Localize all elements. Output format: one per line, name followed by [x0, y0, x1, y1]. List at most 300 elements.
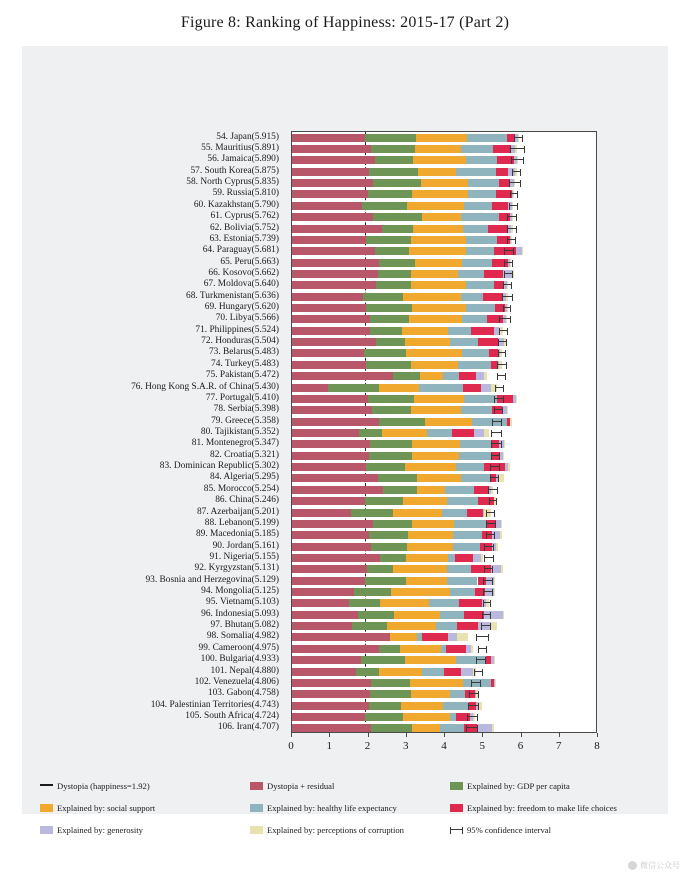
bar-row	[292, 452, 596, 460]
bar-segment	[461, 145, 494, 153]
confidence-interval	[514, 137, 523, 140]
bar-row	[292, 622, 596, 630]
bar-segment	[292, 463, 366, 471]
bar-segment	[403, 497, 447, 505]
bar-row	[292, 474, 596, 482]
bar-segment	[461, 474, 490, 482]
plot-area	[292, 132, 596, 732]
bar-segment	[405, 463, 456, 471]
confidence-interval	[476, 659, 486, 662]
bar-segment	[464, 395, 498, 403]
bar-segment	[466, 236, 497, 244]
country-label: 88. Lebanon(5.199)	[204, 517, 279, 528]
confidence-interval	[512, 171, 521, 174]
bar-row	[292, 281, 596, 289]
legend-swatch	[40, 826, 53, 834]
x-tick-label: 7	[556, 740, 562, 752]
bar-segment	[413, 156, 466, 164]
bar-segment	[413, 225, 463, 233]
bar-segment	[292, 554, 380, 562]
bar-segment	[292, 281, 376, 289]
bar-segment	[478, 338, 498, 346]
bar-segment	[369, 702, 400, 710]
country-label: 103. Gabon(4.758)	[207, 688, 279, 699]
confidence-interval	[469, 693, 480, 696]
bar-segment	[365, 577, 406, 585]
bar-segment	[409, 315, 461, 323]
bar-segment	[366, 361, 411, 369]
country-label: 83. Dominican Republic(5.302)	[159, 461, 279, 472]
bar-segment	[406, 554, 447, 562]
bar-segment	[378, 270, 412, 278]
bar-segment	[414, 395, 464, 403]
bar-segment	[292, 145, 371, 153]
bar-segment	[507, 406, 508, 414]
country-label: 69. Hungary(5.620)	[204, 302, 279, 313]
bar-segment	[292, 565, 367, 573]
bar-segment	[367, 565, 393, 573]
country-label: 102. Venezuela(4.806)	[194, 676, 279, 687]
country-label: 56. Jamaica(5.890)	[207, 154, 279, 165]
bar-segment	[492, 724, 494, 732]
bar-row	[292, 486, 596, 494]
bar-segment	[429, 599, 460, 607]
bar-segment	[362, 202, 407, 210]
bar-segment	[292, 520, 373, 528]
bar-segment	[411, 236, 466, 244]
confidence-interval	[504, 273, 514, 276]
bar-segment	[393, 372, 419, 380]
bar-segment	[461, 293, 484, 301]
bar-segment	[375, 156, 412, 164]
bar-segment	[457, 622, 477, 630]
bar-row	[292, 270, 596, 278]
legend-swatch	[40, 784, 53, 786]
country-label: 92. Kyrgyzstan(5.131)	[194, 563, 279, 574]
bar-segment	[522, 247, 524, 255]
confidence-interval	[504, 250, 514, 253]
bar-segment	[359, 429, 382, 437]
bar-segment	[492, 202, 508, 210]
legend-item	[450, 780, 570, 791]
bar-row	[292, 406, 596, 414]
bar-segment	[402, 327, 449, 335]
bar-segment	[461, 668, 472, 676]
bar-segment	[453, 543, 481, 551]
bar-segment	[292, 259, 379, 267]
bar-segment	[371, 543, 407, 551]
bar-segment	[368, 395, 414, 403]
country-label: 106. Iran(4.707)	[217, 722, 279, 733]
bar-segment	[510, 418, 511, 426]
bar-segment	[459, 452, 491, 460]
bar-segment	[378, 474, 418, 482]
bar-segment	[292, 406, 372, 414]
bar-segment	[373, 179, 421, 187]
bar-segment	[454, 520, 486, 528]
bar-segment	[443, 702, 469, 710]
country-label: 65. Peru(5.663)	[220, 256, 279, 267]
confidence-interval	[468, 705, 478, 708]
country-label: 63. Estonia(5.739)	[209, 233, 279, 244]
country-label: 79. Greece(5.358)	[211, 415, 279, 426]
confidence-interval	[471, 682, 481, 685]
country-label: 58. North Cyprus(5.835)	[186, 177, 279, 188]
confidence-interval	[481, 625, 491, 628]
bar-row	[292, 156, 596, 164]
bar-segment	[292, 315, 370, 323]
bar-segment	[488, 225, 508, 233]
legend-label: Explained by: GDP per capita	[467, 781, 570, 792]
bar-segment	[484, 429, 489, 437]
bar-segment	[292, 702, 369, 710]
country-label: 89. Macedonia(5.185)	[195, 529, 279, 540]
confidence-interval	[486, 534, 496, 537]
bar-segment	[496, 168, 508, 176]
bar-segment	[292, 327, 370, 335]
bar-segment	[411, 281, 466, 289]
legend-item	[450, 824, 551, 835]
bar-segment	[407, 543, 453, 551]
bar-row	[292, 588, 596, 596]
bar-segment	[464, 202, 492, 210]
confidence-interval	[491, 432, 502, 435]
bar-segment	[415, 145, 461, 153]
confidence-interval	[490, 466, 500, 469]
country-label: 73. Belarus(5.483)	[208, 347, 279, 358]
bar-segment	[463, 225, 489, 233]
bar-segment	[292, 543, 371, 551]
x-tick-label: 1	[326, 740, 332, 752]
bar-segment	[461, 406, 491, 414]
x-tick	[597, 733, 598, 737]
bar-segment	[436, 622, 457, 630]
confidence-interval	[482, 614, 491, 617]
bar-segment	[450, 338, 478, 346]
country-label: 72. Honduras(5.504)	[201, 336, 279, 347]
bar-segment	[456, 463, 484, 471]
bar-row	[292, 418, 596, 426]
bar-segment	[450, 588, 475, 596]
bar-segment	[379, 668, 421, 676]
bar-segment	[409, 247, 467, 255]
bar-segment	[450, 690, 465, 698]
bar-segment	[447, 577, 477, 585]
bar-segment	[457, 633, 468, 641]
bar-segment	[387, 622, 436, 630]
country-label: 75. Pakistan(5.472)	[205, 370, 279, 381]
bar-segment	[354, 588, 391, 596]
bar-segment	[407, 202, 464, 210]
confidence-interval	[486, 512, 495, 515]
bar-segment	[466, 247, 494, 255]
bar-segment	[473, 554, 481, 562]
bar-segment	[358, 611, 394, 619]
bar-segment	[406, 577, 447, 585]
country-label: 66. Kosovo(5.662)	[208, 267, 279, 278]
bar-segment	[499, 474, 504, 482]
bar-row	[292, 179, 596, 187]
bar-segment	[292, 304, 366, 312]
bar-segment	[292, 349, 364, 357]
legend-label: Explained by: healthy life expectancy	[267, 803, 397, 814]
bar-segment	[408, 531, 454, 539]
confidence-interval	[507, 239, 515, 242]
bar-segment	[371, 724, 413, 732]
confidence-interval	[507, 228, 517, 231]
bar-segment	[494, 656, 495, 664]
bar-row	[292, 611, 596, 619]
country-label: 104. Palestinian Territories(4.743)	[150, 699, 279, 710]
bar-row	[292, 327, 596, 335]
bar-segment	[292, 338, 376, 346]
bar-segment	[458, 361, 490, 369]
country-label: 80. Tajikistan(5.352)	[200, 427, 279, 437]
legend-label: Explained by: perceptions of corruption	[267, 825, 404, 836]
bar-segment	[422, 668, 445, 676]
bar-segment	[380, 554, 406, 562]
bar-segment	[481, 554, 483, 562]
country-label: 78. Serbia(5.398)	[213, 404, 279, 415]
bar-segment	[393, 509, 442, 517]
confidence-interval	[467, 716, 478, 719]
country-label: 61. Cyprus(5.762)	[210, 211, 279, 222]
country-label: 70. Libya(5.566)	[215, 313, 279, 324]
bar-segment	[292, 213, 373, 221]
bar-segment	[516, 395, 517, 403]
bar-segment	[443, 372, 459, 380]
bar-segment	[369, 452, 413, 460]
bar-segment	[364, 349, 406, 357]
bar-segment	[412, 724, 439, 732]
bar-row	[292, 247, 596, 255]
bar-segment	[460, 440, 490, 448]
bar-segment	[370, 315, 410, 323]
bar-segment	[376, 281, 411, 289]
bar-segment	[467, 509, 483, 517]
bar-segment	[411, 361, 458, 369]
confidence-interval	[484, 546, 494, 549]
bar-segment	[406, 349, 462, 357]
bar-row	[292, 599, 596, 607]
bar-segment	[412, 304, 466, 312]
country-label: 96. Indonesia(5.093)	[201, 608, 279, 619]
bar-segment	[412, 190, 468, 198]
country-label: 60. Kazakhstan(5.790)	[193, 199, 279, 210]
bar-segment	[292, 474, 378, 482]
bar-segment	[467, 134, 506, 142]
bar-segment	[494, 281, 503, 289]
bar-segment	[371, 679, 410, 687]
bar-segment	[471, 645, 473, 653]
confidence-interval	[510, 148, 525, 151]
bar-segment	[459, 372, 476, 380]
legend-label: Dystopia (happiness=1.92)	[57, 781, 150, 792]
legend-item	[40, 824, 143, 835]
country-label: 98. Somalia(4.982)	[206, 631, 279, 642]
bar-segment	[370, 690, 411, 698]
country-label: 67. Moldova(5.640)	[203, 279, 279, 290]
bar-segment	[481, 384, 491, 392]
bar-segment	[292, 361, 366, 369]
bar-segment	[447, 565, 471, 573]
legend-swatch	[250, 826, 263, 834]
country-label: 90. Jordan(5.161)	[212, 540, 279, 551]
country-label: 76. Hong Kong S.A.R. of China(5.430)	[131, 381, 279, 392]
chart-legend	[40, 780, 650, 850]
legend-swatch	[250, 804, 263, 812]
legend-label: Explained by: generosity	[57, 825, 143, 836]
x-tick-label: 8	[594, 740, 600, 752]
confidence-interval	[509, 205, 518, 208]
bar-segment	[292, 395, 368, 403]
bar-segment	[292, 724, 371, 732]
bar-row	[292, 372, 596, 380]
bar-segment	[484, 372, 488, 380]
bar-segment	[373, 520, 412, 528]
bar-row	[292, 202, 596, 210]
bar-segment	[390, 633, 417, 641]
bar-segment	[419, 384, 463, 392]
x-tick	[444, 733, 445, 737]
x-tick-label: 4	[441, 740, 447, 752]
bar-row	[292, 577, 596, 585]
confidence-interval	[476, 636, 490, 639]
bar-segment	[483, 293, 503, 301]
bar-segment	[417, 486, 444, 494]
bar-segment	[292, 293, 363, 301]
bar-segment	[292, 247, 375, 255]
bar-segment	[380, 599, 429, 607]
bar-segment	[501, 520, 502, 528]
bar-row	[292, 145, 596, 153]
bar-row	[292, 384, 596, 392]
bar-segment	[370, 440, 412, 448]
legend-swatch	[450, 829, 463, 830]
country-label: 57. South Korea(5.875)	[190, 165, 279, 176]
confidence-interval	[509, 182, 521, 185]
confidence-interval	[511, 159, 524, 162]
confidence-interval	[483, 591, 493, 594]
confidence-interval	[489, 500, 497, 503]
bar-segment	[462, 349, 490, 357]
country-label: 94. Mongolia(5.125)	[201, 586, 279, 597]
legend-swatch	[450, 782, 463, 790]
bar-segment	[447, 497, 478, 505]
bar-segment	[448, 633, 457, 641]
country-label: 81. Montenegro(5.347)	[191, 438, 279, 449]
bar-segment	[456, 168, 497, 176]
country-label: 99. Cameroon(4.975)	[198, 642, 279, 653]
bar-segment	[382, 225, 413, 233]
country-label: 95. Vietnam(5.103)	[206, 597, 279, 608]
bar-row	[292, 338, 596, 346]
bar-segment	[508, 463, 509, 471]
country-label: 86. China(5.246)	[215, 495, 279, 506]
bar-segment	[455, 554, 473, 562]
bar-segment	[361, 656, 405, 664]
bar-segment	[466, 304, 496, 312]
bar-segment	[479, 702, 482, 710]
legend-swatch	[40, 804, 53, 812]
bar-segment	[292, 168, 369, 176]
bar-segment	[371, 145, 415, 153]
country-label: 77. Portugal(5.410)	[205, 392, 279, 403]
bar-row	[292, 463, 596, 471]
bar-segment	[369, 531, 408, 539]
confidence-interval	[497, 375, 506, 378]
confidence-interval	[483, 580, 493, 583]
bar-segment	[496, 190, 511, 198]
bar-segment	[292, 509, 351, 517]
legend-label: 95% confidence interval	[467, 825, 551, 836]
legend-swatch	[250, 782, 263, 790]
bar-segment	[383, 486, 417, 494]
bar-segment	[472, 418, 507, 426]
bar-segment	[372, 406, 412, 414]
bar-row	[292, 543, 596, 551]
country-label: 101. Nepal(4.880)	[210, 665, 279, 676]
country-label: 93. Bosnia and Herzegovina(5.129)	[145, 574, 279, 585]
bar-segment	[292, 599, 349, 607]
bar-segment	[500, 531, 502, 539]
confidence-interval	[497, 364, 507, 367]
bar-row	[292, 690, 596, 698]
bar-segment	[412, 452, 458, 460]
bar-segment	[461, 213, 499, 221]
confidence-interval	[503, 284, 512, 287]
bar-row	[292, 509, 596, 517]
bar-segment	[379, 645, 400, 653]
bar-row	[292, 304, 596, 312]
bar-segment	[292, 225, 382, 233]
bar-segment	[501, 565, 503, 573]
x-tick-label: 5	[479, 740, 485, 752]
bar-segment	[466, 281, 494, 289]
legend-item	[250, 802, 397, 813]
bar-row	[292, 633, 596, 641]
bar-segment	[491, 622, 497, 630]
bar-row	[292, 724, 596, 732]
bar-segment	[370, 327, 402, 335]
bar-segment	[292, 588, 354, 596]
confidence-interval	[483, 602, 491, 605]
bar-segment	[292, 679, 371, 687]
bar-segment	[462, 259, 492, 267]
bar-row	[292, 259, 596, 267]
bar-segment	[366, 304, 412, 312]
bar-segment	[394, 611, 440, 619]
bar-segment	[292, 668, 356, 676]
bar-segment	[411, 690, 450, 698]
country-label: 68. Turkmenistan(5.636)	[186, 290, 279, 301]
bar-segment	[292, 690, 370, 698]
bar-row	[292, 520, 596, 528]
legend-item	[40, 780, 150, 791]
confidence-interval	[490, 477, 500, 480]
bar-segment	[373, 213, 421, 221]
bar-segment	[416, 134, 468, 142]
country-label: 59. Russia(5.810)	[212, 188, 279, 199]
bar-segment	[446, 645, 466, 653]
bar-segment	[328, 384, 379, 392]
bar-segment	[477, 724, 492, 732]
bar-row	[292, 395, 596, 403]
bar-row	[292, 656, 596, 664]
bar-segment	[391, 588, 450, 596]
bar-segment	[453, 531, 482, 539]
bar-segment	[349, 599, 380, 607]
